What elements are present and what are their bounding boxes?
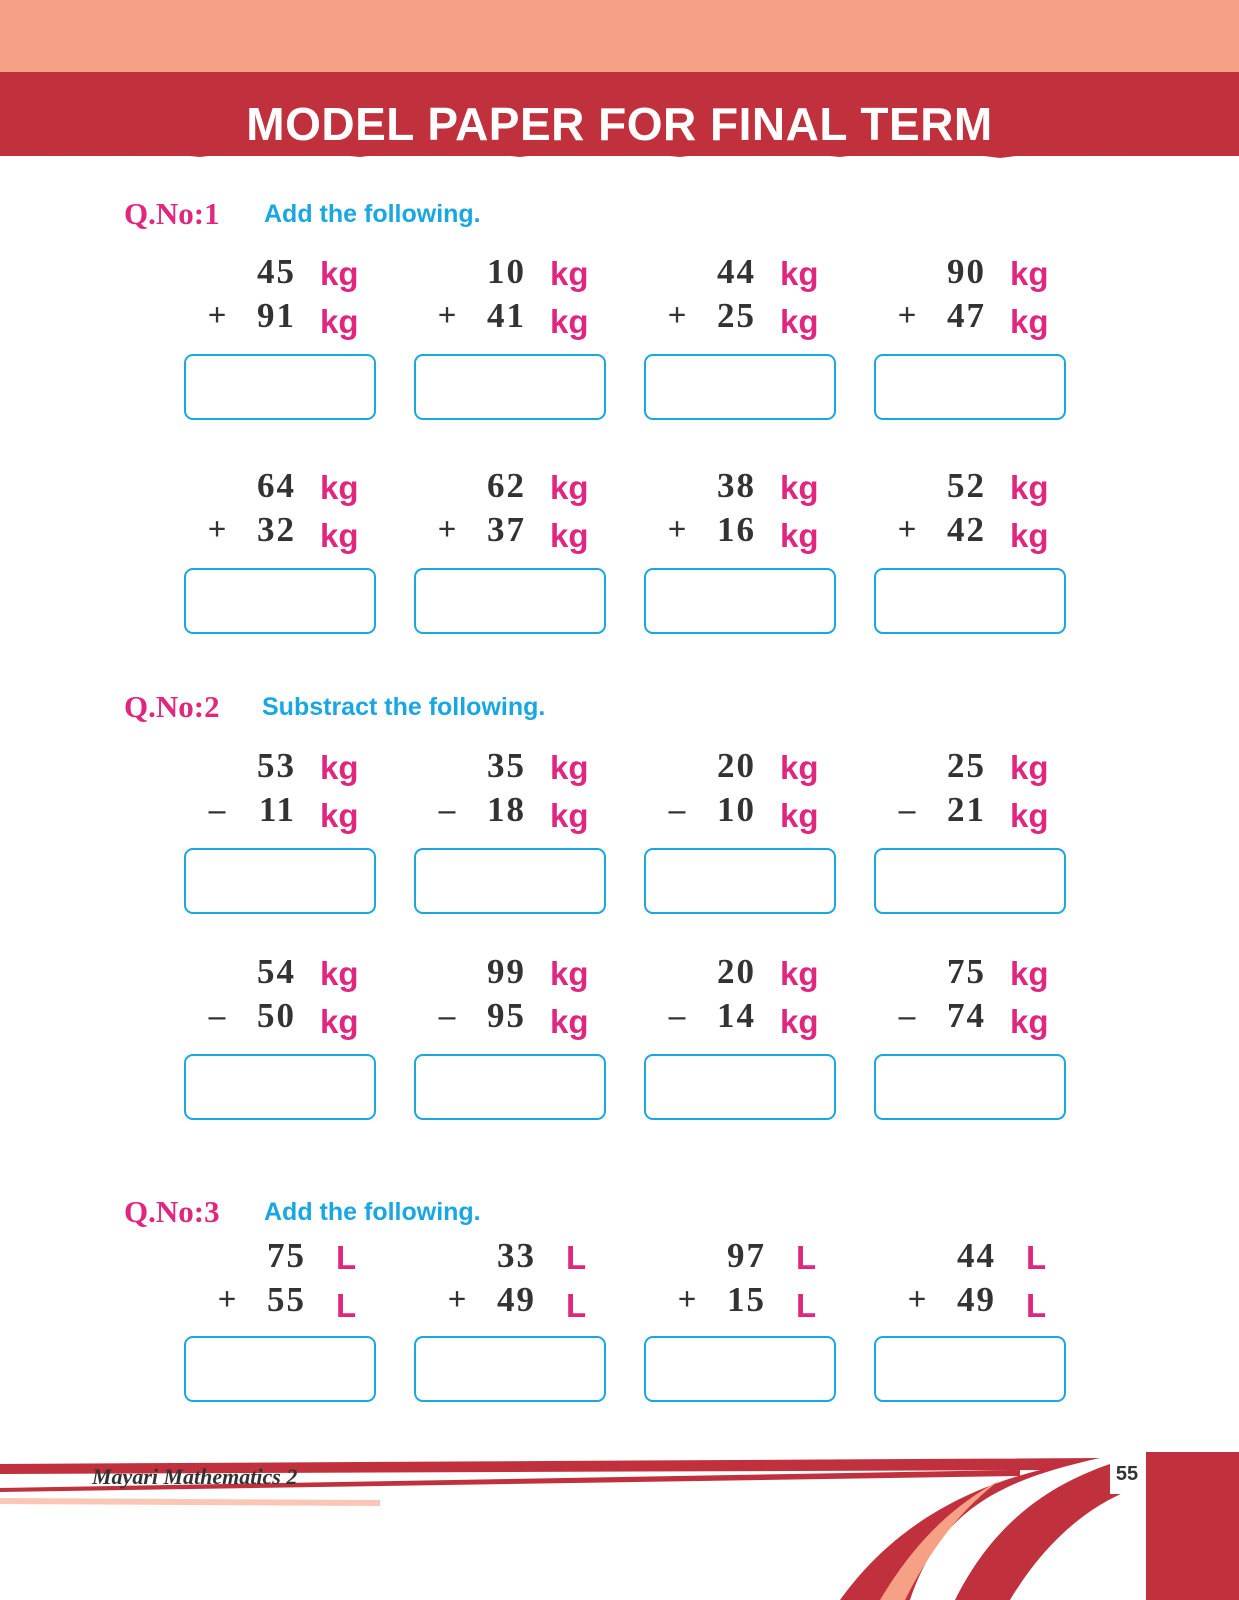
answer-box[interactable]: [874, 848, 1066, 914]
operator-sign: +: [447, 1282, 467, 1318]
bottom-number: 91: [257, 296, 296, 335]
unit-label: kg: [320, 255, 359, 292]
top-number: 54: [257, 952, 296, 991]
page-number: 55: [1115, 1463, 1139, 1485]
unit-label: kg: [550, 1003, 589, 1040]
unit-label: kg: [320, 1003, 359, 1040]
problem: [186, 952, 386, 1132]
top-number: 64: [257, 466, 296, 505]
answer-box[interactable]: [874, 1336, 1066, 1402]
question-number: Q.No:2: [124, 689, 220, 724]
unit-label: kg: [1010, 469, 1049, 506]
bottom-number: 49: [957, 1280, 996, 1319]
unit-label: kg: [1010, 797, 1049, 834]
answer-box[interactable]: [414, 1336, 606, 1402]
unit-label: L: [796, 1287, 817, 1324]
unit-label: kg: [320, 749, 359, 786]
answer-box[interactable]: [184, 568, 376, 634]
problem: [876, 466, 1076, 646]
problem: [416, 952, 616, 1132]
problem: [186, 1236, 386, 1416]
top-number: 44: [957, 1236, 996, 1275]
top-number: 45: [257, 252, 296, 291]
operator-sign: +: [667, 298, 687, 334]
top-number: 33: [497, 1236, 536, 1275]
top-number: 62: [487, 466, 526, 505]
operator-sign: –: [438, 998, 456, 1034]
problem: [646, 746, 846, 926]
problem: [416, 746, 616, 926]
problem: [416, 466, 616, 646]
operator-sign: –: [668, 792, 686, 828]
answer-box[interactable]: [644, 568, 836, 634]
unit-label: kg: [1010, 955, 1049, 992]
unit-label: kg: [320, 797, 359, 834]
answer-box[interactable]: [414, 848, 606, 914]
unit-label: kg: [320, 517, 359, 554]
top-number: 53: [257, 746, 296, 785]
unit-label: kg: [1010, 255, 1049, 292]
operator-sign: +: [207, 298, 227, 334]
bottom-number: 15: [727, 1280, 766, 1319]
bottom-number: 49: [497, 1280, 536, 1319]
operator-sign: –: [208, 792, 226, 828]
problem: [646, 466, 846, 646]
operator-sign: +: [207, 512, 227, 548]
unit-label: kg: [320, 469, 359, 506]
answer-box[interactable]: [184, 354, 376, 420]
unit-label: kg: [550, 797, 589, 834]
question-number: Q.No:3: [124, 1194, 220, 1229]
top-number: 35: [487, 746, 526, 785]
bottom-number: 32: [257, 510, 296, 549]
answer-box[interactable]: [644, 354, 836, 420]
unit-label: kg: [550, 517, 589, 554]
unit-label: kg: [780, 469, 819, 506]
unit-label: L: [336, 1287, 357, 1324]
operator-sign: +: [677, 1282, 697, 1318]
operator-sign: +: [437, 298, 457, 334]
unit-label: kg: [550, 469, 589, 506]
unit-label: kg: [320, 303, 359, 340]
bottom-number: 16: [717, 510, 756, 549]
unit-label: kg: [1010, 517, 1049, 554]
top-number: 20: [717, 952, 756, 991]
unit-label: kg: [780, 749, 819, 786]
problem: [876, 746, 1076, 926]
answer-box[interactable]: [414, 1054, 606, 1120]
page-title: MODEL PAPER FOR FINAL TERM: [246, 98, 993, 150]
unit-label: kg: [780, 1003, 819, 1040]
question-instruction: Add the following.: [264, 200, 481, 228]
unit-label: kg: [780, 255, 819, 292]
top-number: 97: [727, 1236, 766, 1275]
unit-label: L: [1026, 1287, 1047, 1324]
answer-box[interactable]: [414, 568, 606, 634]
answer-box[interactable]: [184, 848, 376, 914]
bottom-number: 18: [487, 790, 526, 829]
operator-sign: +: [217, 1282, 237, 1318]
unit-label: kg: [320, 955, 359, 992]
top-number: 38: [717, 466, 756, 505]
top-number: 44: [717, 252, 756, 291]
answer-box[interactable]: [874, 568, 1066, 634]
top-number: 75: [947, 952, 986, 991]
top-number: 75: [267, 1236, 306, 1275]
bottom-number: 11: [258, 790, 296, 829]
unit-label: L: [1026, 1239, 1047, 1276]
unit-label: kg: [550, 303, 589, 340]
question-instruction: Substract the following.: [262, 693, 546, 721]
unit-label: L: [336, 1239, 357, 1276]
problem: [876, 952, 1076, 1132]
unit-label: L: [796, 1239, 817, 1276]
problem: [646, 252, 846, 432]
problem: [186, 746, 386, 926]
unit-label: kg: [780, 517, 819, 554]
book-title: Mayari Mathematics 2: [92, 1464, 298, 1489]
top-number: 20: [717, 746, 756, 785]
unit-label: kg: [780, 797, 819, 834]
problem: [646, 1236, 846, 1416]
unit-label: kg: [780, 303, 819, 340]
bottom-number: 21: [947, 790, 986, 829]
answer-box[interactable]: [874, 1054, 1066, 1120]
bottom-number: 55: [267, 1280, 306, 1319]
operator-sign: +: [897, 298, 917, 334]
answer-box[interactable]: [414, 354, 606, 420]
top-number: 10: [487, 252, 526, 291]
unit-label: kg: [550, 955, 589, 992]
top-number: 90: [947, 252, 986, 291]
unit-label: kg: [780, 955, 819, 992]
operator-sign: –: [898, 792, 916, 828]
bottom-number: 42: [947, 510, 986, 549]
problem: [416, 1236, 616, 1416]
bottom-number: 47: [947, 296, 986, 335]
problem: [416, 252, 616, 432]
unit-label: kg: [550, 749, 589, 786]
problem: [876, 252, 1076, 432]
unit-label: kg: [1010, 303, 1049, 340]
operator-sign: –: [438, 792, 456, 828]
answer-box[interactable]: [644, 1054, 836, 1120]
answer-box[interactable]: [184, 1054, 376, 1120]
problem: [646, 952, 846, 1132]
problem: [186, 252, 386, 432]
top-number: 99: [487, 952, 526, 991]
bottom-number: 25: [717, 296, 756, 335]
bottom-number: 41: [487, 296, 526, 335]
top-number: 25: [947, 746, 986, 785]
bottom-number: 95: [487, 996, 526, 1035]
question-number: Q.No:1: [124, 196, 220, 231]
unit-label: L: [566, 1287, 587, 1324]
operator-sign: +: [437, 512, 457, 548]
answer-box[interactable]: [874, 354, 1066, 420]
unit-label: L: [566, 1239, 587, 1276]
bottom-number: 74: [947, 996, 986, 1035]
top-number: 52: [947, 466, 986, 505]
problem: [876, 1236, 1076, 1416]
bottom-number: 10: [717, 790, 756, 829]
top-decorative-band: [0, 0, 1239, 72]
answer-box[interactable]: [184, 1336, 376, 1402]
operator-sign: –: [668, 998, 686, 1034]
operator-sign: +: [897, 512, 917, 548]
question-instruction: Add the following.: [264, 1198, 481, 1226]
problem: [186, 466, 386, 646]
unit-label: kg: [1010, 1003, 1049, 1040]
answer-box[interactable]: [644, 848, 836, 914]
bottom-number: 14: [717, 996, 756, 1035]
operator-sign: +: [667, 512, 687, 548]
answer-box[interactable]: [644, 1336, 836, 1402]
bottom-number: 50: [257, 996, 296, 1035]
operator-sign: –: [898, 998, 916, 1034]
unit-label: kg: [1010, 749, 1049, 786]
operator-sign: +: [907, 1282, 927, 1318]
bottom-number: 37: [487, 510, 526, 549]
operator-sign: –: [208, 998, 226, 1034]
unit-label: kg: [550, 255, 589, 292]
